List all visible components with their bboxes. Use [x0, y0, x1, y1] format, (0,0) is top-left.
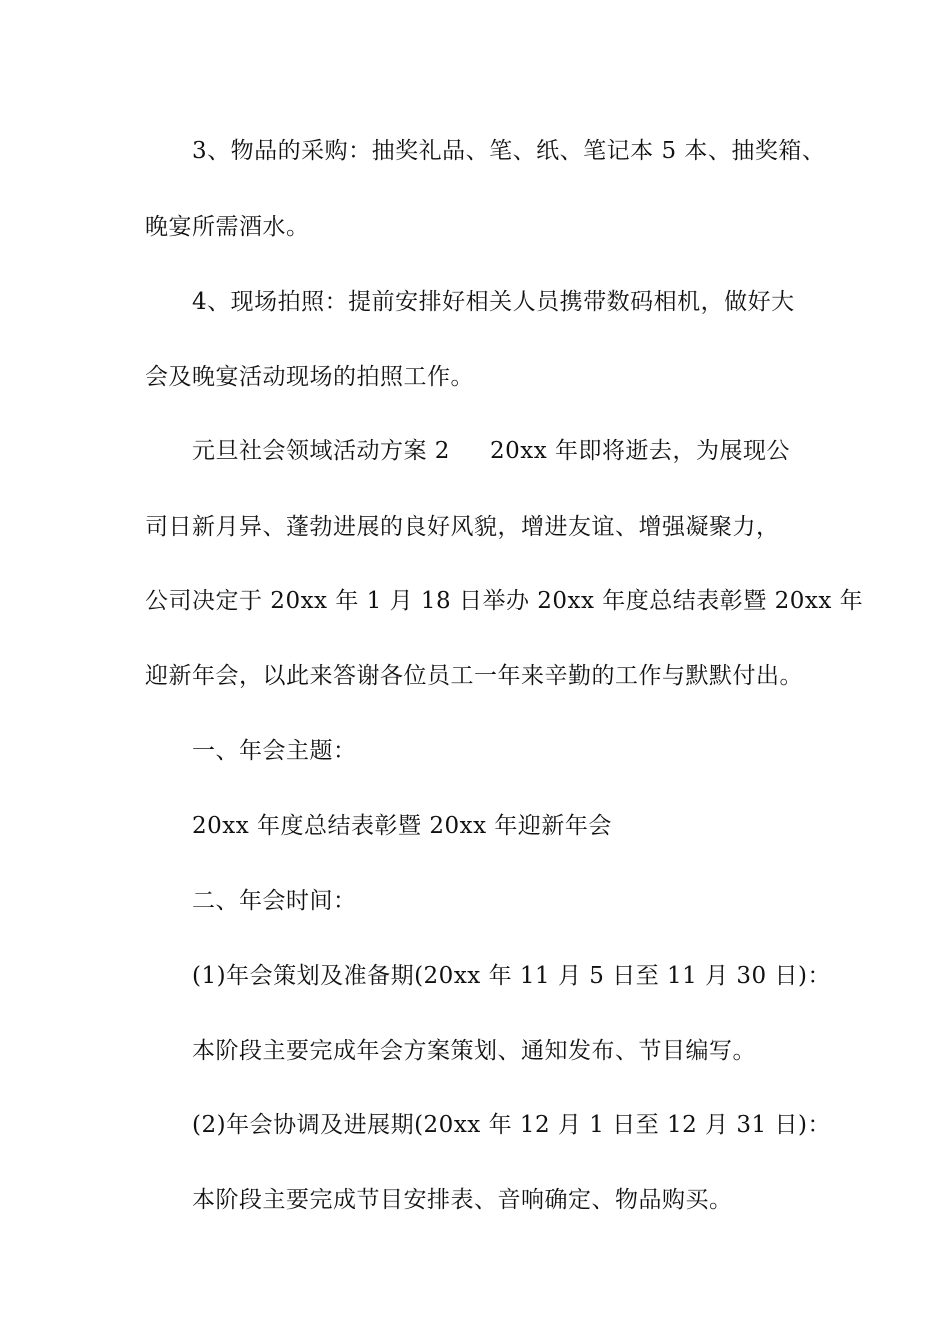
paragraph-line: 4、现场拍照：提前安排好相关人员携带数码相机，做好大	[192, 289, 795, 315]
paragraph-line: (1)年会策划及准备期(20xx 年 11 月 5 日至 11 月 30 日)：	[192, 963, 831, 989]
paragraph-line: 晚宴所需酒水。	[145, 214, 310, 240]
paragraph-line: 本阶段主要完成节目安排表、音响确定、物品购买。	[192, 1187, 733, 1213]
section-title: 元旦社会领域活动方案 2	[192, 438, 450, 464]
paragraph-start: 20xx 年即将逝去，为展现公	[489, 438, 790, 464]
paragraph-line: 公司决定于 20xx 年 1 月 18 日举办 20xx 年度总结表彰暨 20xx 年	[145, 588, 864, 614]
heading-line: 一、年会主题：	[192, 738, 357, 764]
paragraph-line: 迎新年会，以此来答谢各位员工一年来辛勤的工作与默默付出。	[145, 663, 803, 689]
paragraph-line: 会及晚宴活动现场的拍照工作。	[145, 364, 474, 390]
paragraph-line: 3、物品的采购：抽奖礼品、笔、纸、笔记本 5 本、抽奖箱、	[192, 138, 826, 164]
paragraph-line: 本阶段主要完成年会方案策划、通知发布、节目编写。	[192, 1038, 756, 1064]
section-line	[192, 436, 852, 466]
heading-line: 二、年会时间：	[192, 888, 357, 914]
paragraph-line: 20xx 年度总结表彰暨 20xx 年迎新年会	[192, 813, 612, 839]
paragraph-line: 司日新月异、蓬勃进展的良好风貌，增进友谊、增强凝聚力，	[145, 514, 780, 540]
paragraph-line: (2)年会协调及进展期(20xx 年 12 月 1 日至 12 月 31 日)：	[192, 1112, 831, 1138]
